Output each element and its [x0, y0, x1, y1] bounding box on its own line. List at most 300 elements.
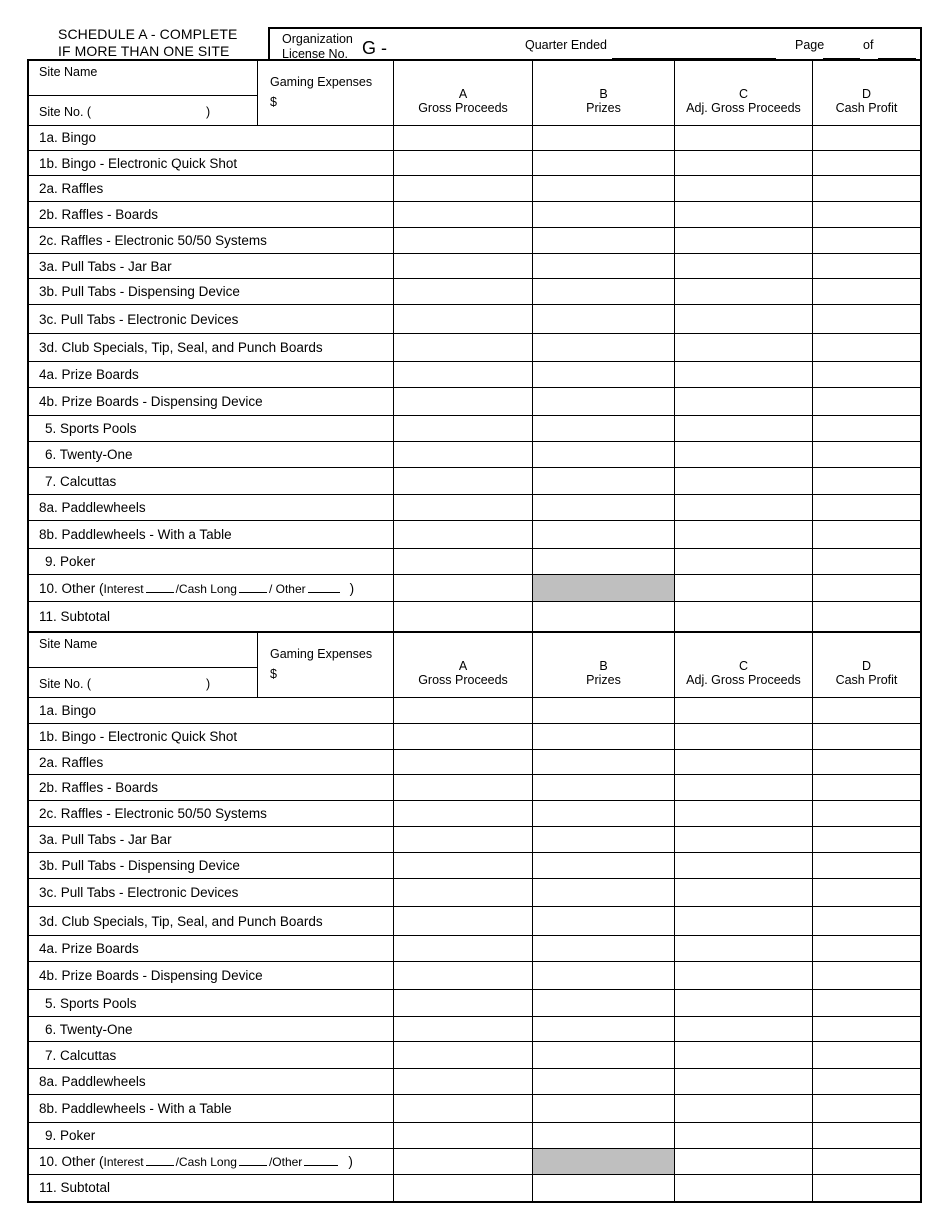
- row-label: 4a. Prize Boards: [39, 367, 139, 382]
- entry-cell-d[interactable]: [812, 521, 920, 548]
- column-header-c: [674, 61, 812, 125]
- entry-cell-b[interactable]: [532, 962, 674, 989]
- interest-label: Interest: [103, 582, 144, 596]
- schedule-title: [58, 26, 268, 59]
- entry-cell-b: [532, 575, 674, 601]
- column-letter: A: [458, 87, 468, 101]
- column-header-d: [812, 61, 920, 125]
- entry-cell-c[interactable]: [674, 549, 812, 574]
- entry-cell-d[interactable]: [812, 602, 920, 631]
- column-letter: B: [599, 659, 608, 673]
- table-row: [29, 388, 920, 416]
- quarter-ended-label: Quarter Ended: [525, 38, 607, 52]
- entry-cell-b[interactable]: [532, 1017, 674, 1041]
- entry-cell-a[interactable]: [393, 1017, 532, 1041]
- entry-cell-c[interactable]: [674, 442, 812, 467]
- row-label: 8a. Paddlewheels: [39, 1074, 146, 1089]
- entry-cell-b[interactable]: [532, 176, 674, 201]
- site-name-cell[interactable]: [29, 633, 258, 697]
- other-prefix: 10. Other (: [39, 1154, 104, 1169]
- table-row: [29, 879, 920, 907]
- column-name: Cash Profit: [835, 101, 898, 115]
- row-label: 4b. Prize Boards - Dispensing Device: [39, 394, 263, 409]
- column-letter: B: [599, 87, 608, 101]
- entry-cell-c[interactable]: [674, 362, 812, 387]
- cash-long-field[interactable]: [239, 581, 267, 593]
- other-label: /Other: [268, 1155, 303, 1169]
- table-row: [29, 775, 920, 801]
- entry-cell-a[interactable]: [393, 228, 532, 253]
- entry-cell-d[interactable]: [812, 750, 920, 774]
- entry-cell-b[interactable]: [532, 442, 674, 467]
- entry-cell-a[interactable]: [393, 1123, 532, 1148]
- row-label: 7. Calcuttas: [45, 474, 117, 489]
- row-label: 3b. Pull Tabs - Dispensing Device: [39, 284, 240, 299]
- site-name-cell[interactable]: [29, 61, 258, 125]
- entry-cell-a[interactable]: [393, 1149, 532, 1174]
- entry-cell-b[interactable]: [532, 1175, 674, 1201]
- row-label: 5. Sports Pools: [45, 996, 137, 1011]
- gaming-expenses-cell[interactable]: [258, 61, 393, 125]
- entry-cell-b[interactable]: [532, 879, 674, 906]
- subtotal-label: 11. Subtotal: [39, 1180, 111, 1195]
- entry-cell-d[interactable]: [812, 724, 920, 749]
- entry-cell-a[interactable]: [393, 151, 532, 175]
- entry-cell-a[interactable]: [393, 521, 532, 548]
- column-name: Adj. Gross Proceeds: [686, 673, 801, 687]
- entry-cell-a[interactable]: [393, 1069, 532, 1094]
- entry-cell-b: [532, 1149, 674, 1174]
- entry-cell-c[interactable]: [674, 990, 812, 1016]
- entry-cell-d[interactable]: [812, 853, 920, 878]
- entry-cell-c[interactable]: [674, 1123, 812, 1148]
- entry-cell-b[interactable]: [532, 990, 674, 1016]
- gaming-expenses-dollar: $: [270, 95, 277, 109]
- entry-cell-d[interactable]: [812, 697, 920, 723]
- interest-label: Interest: [103, 1155, 144, 1169]
- entry-cell-c[interactable]: [674, 495, 812, 520]
- row-label: 5. Sports Pools: [45, 421, 137, 436]
- entry-cell-c[interactable]: [674, 228, 812, 253]
- other-row-label: [39, 1154, 353, 1169]
- table-row: [29, 305, 920, 334]
- license-digit-field-2[interactable]: [427, 41, 447, 60]
- entry-cell-c[interactable]: [674, 853, 812, 878]
- entry-cell-c[interactable]: [674, 1069, 812, 1094]
- page-number-field[interactable]: [823, 41, 860, 59]
- entry-cell-a[interactable]: [393, 334, 532, 361]
- entry-cell-a[interactable]: [393, 827, 532, 852]
- interest-field[interactable]: [146, 1154, 174, 1166]
- entry-cell-b[interactable]: [532, 549, 674, 574]
- other-close: ): [349, 581, 355, 596]
- entry-cell-a[interactable]: [393, 853, 532, 878]
- entry-cell-d[interactable]: [812, 775, 920, 800]
- gaming-expenses-label: Gaming Expenses: [270, 647, 373, 661]
- entry-cell-a[interactable]: [393, 962, 532, 989]
- entry-cell-b[interactable]: [532, 1123, 674, 1148]
- site-number-field[interactable]: [39, 105, 211, 119]
- entry-cell-d[interactable]: [812, 468, 920, 494]
- site-number-close: ): [206, 677, 211, 691]
- entry-cell-c[interactable]: [674, 827, 812, 852]
- table-row: [29, 442, 920, 468]
- table-row: [29, 495, 920, 521]
- entry-cell-b[interactable]: [532, 495, 674, 520]
- entry-cell-b[interactable]: [532, 521, 674, 548]
- license-digit-field-4[interactable]: [487, 41, 507, 60]
- entry-cell-b[interactable]: [532, 388, 674, 415]
- entry-cell-b[interactable]: [532, 1095, 674, 1122]
- row-label: 8b. Paddlewheels - With a Table: [39, 1101, 232, 1116]
- entry-cell-c[interactable]: [674, 334, 812, 361]
- entry-cell-c[interactable]: [674, 151, 812, 175]
- other-field[interactable]: [308, 581, 340, 593]
- entry-cell-d[interactable]: [812, 254, 920, 278]
- entry-cell-b[interactable]: [532, 305, 674, 333]
- page-total-field[interactable]: [878, 41, 916, 59]
- entry-cell-c[interactable]: [674, 697, 812, 723]
- entry-cell-d[interactable]: [812, 176, 920, 201]
- table-row: [29, 125, 920, 151]
- entry-cell-c[interactable]: [674, 724, 812, 749]
- table-row: [29, 549, 920, 575]
- entry-cell-b[interactable]: [532, 827, 674, 852]
- entry-cell-b[interactable]: [532, 228, 674, 253]
- entry-cell-d[interactable]: [812, 962, 920, 989]
- table-row: [29, 1042, 920, 1069]
- column-letter: A: [458, 659, 468, 673]
- entry-cell-c[interactable]: [674, 1017, 812, 1041]
- entry-cell-b[interactable]: [532, 936, 674, 961]
- table-row: [29, 202, 920, 228]
- other-close: ): [348, 1154, 353, 1169]
- entry-cell-d[interactable]: [812, 907, 920, 935]
- entry-cell-c[interactable]: [674, 801, 812, 826]
- entry-cell-a[interactable]: [393, 125, 532, 150]
- entry-cell-d[interactable]: [812, 1095, 920, 1122]
- license-digit-field-3[interactable]: [457, 41, 477, 60]
- table-row: [29, 907, 920, 936]
- site-number-label: Site No. (: [39, 677, 92, 691]
- gaming-expenses-dollar: $: [270, 667, 277, 681]
- column-name: Cash Profit: [835, 673, 898, 687]
- entry-cell-a[interactable]: [393, 602, 532, 631]
- entry-cell-d[interactable]: [812, 1069, 920, 1094]
- cash-long-label: /Cash Long: [175, 582, 237, 596]
- table-row: [29, 362, 920, 388]
- of-label: of: [863, 38, 874, 52]
- entry-cell-c[interactable]: [674, 468, 812, 494]
- license-digit-field-1[interactable]: [397, 41, 417, 60]
- entry-cell-a[interactable]: [393, 1095, 532, 1122]
- entry-cell-c[interactable]: [674, 962, 812, 989]
- entry-cell-d[interactable]: [812, 388, 920, 415]
- other-row-label: [39, 581, 354, 596]
- entry-cell-b[interactable]: [532, 724, 674, 749]
- site-table-1: [27, 59, 922, 633]
- table-row: [29, 853, 920, 879]
- schedule-title-line2: IF MORE THAN ONE SITE: [58, 42, 230, 59]
- entry-cell-c[interactable]: [674, 254, 812, 278]
- entry-cell-b[interactable]: [532, 416, 674, 441]
- table-row: [29, 1017, 920, 1042]
- other-prefix: 10. Other (: [39, 581, 104, 596]
- entry-cell-a[interactable]: [393, 442, 532, 467]
- entry-cell-b[interactable]: [532, 279, 674, 304]
- entry-cell-d[interactable]: [812, 442, 920, 467]
- other-field[interactable]: [304, 1154, 338, 1166]
- entry-cell-d[interactable]: [812, 151, 920, 175]
- entry-cell-c[interactable]: [674, 775, 812, 800]
- row-label: 9. Poker: [45, 1128, 96, 1143]
- entry-cell-a[interactable]: [393, 468, 532, 494]
- entry-cell-d[interactable]: [812, 125, 920, 150]
- cash-long-field[interactable]: [239, 1154, 267, 1166]
- table-row: [29, 279, 920, 305]
- entry-cell-d[interactable]: [812, 801, 920, 826]
- cash-long-label: /Cash Long: [175, 1155, 237, 1169]
- entry-cell-a[interactable]: [393, 1042, 532, 1068]
- row-label: 2b. Raffles - Boards: [39, 207, 159, 222]
- site-name-divider: [29, 95, 257, 96]
- table-row: [29, 990, 920, 1017]
- org-license-box: [268, 27, 922, 61]
- site-header: [29, 61, 920, 126]
- entry-cell-d[interactable]: [812, 1149, 920, 1174]
- column-name: Gross Proceeds: [418, 673, 508, 687]
- entry-cell-b[interactable]: [532, 775, 674, 800]
- row-label: 6. Twenty-One: [45, 447, 133, 462]
- entry-cell-a[interactable]: [393, 495, 532, 520]
- table-row: [29, 724, 920, 750]
- entry-cell-a[interactable]: [393, 750, 532, 774]
- row-label: 2c. Raffles - Electronic 50/50 Systems: [39, 806, 267, 821]
- entry-cell-b[interactable]: [532, 750, 674, 774]
- entry-cell-b[interactable]: [532, 602, 674, 631]
- entry-cell-d[interactable]: [812, 936, 920, 961]
- row-label: 4a. Prize Boards: [39, 941, 139, 956]
- quarter-ended-field[interactable]: [612, 41, 776, 59]
- schedule-title-line1: SCHEDULE A - COMPLETE: [58, 26, 238, 42]
- table-row: [29, 1175, 920, 1201]
- entry-cell-c[interactable]: [674, 907, 812, 935]
- column-header-a: [393, 61, 532, 125]
- entry-cell-c[interactable]: [674, 521, 812, 548]
- row-label: 3d. Club Specials, Tip, Seal, and Punch Boards: [39, 340, 323, 355]
- row-label: 3a. Pull Tabs - Jar Bar: [39, 832, 172, 847]
- table-row: [29, 827, 920, 853]
- entry-cell-b[interactable]: [532, 1042, 674, 1068]
- entry-cell-d[interactable]: [812, 1123, 920, 1148]
- entry-cell-d[interactable]: [812, 990, 920, 1016]
- entry-cell-c[interactable]: [674, 125, 812, 150]
- entry-cell-c[interactable]: [674, 388, 812, 415]
- row-label: 3a. Pull Tabs - Jar Bar: [39, 259, 172, 274]
- site-name-label: Site Name: [39, 65, 98, 79]
- site-name-label: Site Name: [39, 637, 98, 651]
- entry-cell-c[interactable]: [674, 575, 812, 601]
- entry-cell-b[interactable]: [532, 362, 674, 387]
- column-name: Prizes: [586, 101, 621, 115]
- row-label: 3d. Club Specials, Tip, Seal, and Punch Boards: [39, 914, 323, 929]
- row-label: 2c. Raffles - Electronic 50/50 Systems: [39, 233, 267, 248]
- entry-cell-a[interactable]: [393, 724, 532, 749]
- entry-cell-c[interactable]: [674, 1175, 812, 1201]
- entry-cell-a[interactable]: [393, 697, 532, 723]
- table-row: [29, 1123, 920, 1149]
- site-number-close: ): [206, 105, 211, 119]
- entry-cell-b[interactable]: [532, 468, 674, 494]
- entry-cell-a[interactable]: [393, 801, 532, 826]
- site-header: [29, 633, 920, 698]
- entry-cell-a[interactable]: [393, 575, 532, 601]
- table-row: [29, 1149, 920, 1175]
- entry-cell-c[interactable]: [674, 416, 812, 441]
- entry-cell-b[interactable]: [532, 334, 674, 361]
- entry-cell-b[interactable]: [532, 853, 674, 878]
- table-row: [29, 228, 920, 254]
- row-label: 9. Poker: [45, 554, 96, 569]
- entry-cell-d[interactable]: [812, 575, 920, 601]
- row-label: 4b. Prize Boards - Dispensing Device: [39, 968, 263, 983]
- entry-cell-a[interactable]: [393, 879, 532, 906]
- interest-field[interactable]: [146, 581, 174, 593]
- entry-cell-a[interactable]: [393, 775, 532, 800]
- entry-cell-d[interactable]: [812, 495, 920, 520]
- page-label: Page: [795, 38, 825, 52]
- column-name: Adj. Gross Proceeds: [686, 101, 801, 115]
- entry-cell-c[interactable]: [674, 176, 812, 201]
- entry-cell-d[interactable]: [812, 1042, 920, 1068]
- column-header-b: [532, 61, 674, 125]
- row-label: 6. Twenty-One: [45, 1022, 133, 1037]
- entry-cell-c[interactable]: [674, 602, 812, 631]
- table-row: [29, 697, 920, 724]
- table-row: [29, 936, 920, 962]
- entry-cell-a[interactable]: [393, 936, 532, 961]
- entry-cell-a[interactable]: [393, 362, 532, 387]
- column-header-a: [393, 633, 532, 697]
- entry-cell-c[interactable]: [674, 305, 812, 333]
- table-row: [29, 521, 920, 549]
- table-row: [29, 750, 920, 775]
- entry-cell-a[interactable]: [393, 254, 532, 278]
- column-header-c: [674, 633, 812, 697]
- column-name: Prizes: [586, 673, 621, 687]
- entry-cell-a[interactable]: [393, 990, 532, 1016]
- entry-cell-d[interactable]: [812, 202, 920, 227]
- license-prefix: G -: [362, 38, 387, 58]
- table-row: [29, 334, 920, 362]
- entry-cell-a[interactable]: [393, 305, 532, 333]
- entry-cell-b[interactable]: [532, 697, 674, 723]
- entry-cell-a[interactable]: [393, 907, 532, 935]
- row-label: 1a. Bingo: [39, 703, 97, 718]
- entry-cell-d[interactable]: [812, 1175, 920, 1201]
- entry-cell-d[interactable]: [812, 549, 920, 574]
- column-header-d: [812, 633, 920, 697]
- column-letter: D: [861, 87, 872, 101]
- entry-cell-d[interactable]: [812, 228, 920, 253]
- entry-cell-d[interactable]: [812, 1017, 920, 1041]
- column-header-b: [532, 633, 674, 697]
- row-label: 8a. Paddlewheels: [39, 500, 146, 515]
- entry-cell-c[interactable]: [674, 750, 812, 774]
- gaming-expenses-label: Gaming Expenses: [270, 75, 373, 89]
- entry-cell-b[interactable]: [532, 151, 674, 175]
- entry-cell-a[interactable]: [393, 388, 532, 415]
- entry-cell-d[interactable]: [812, 279, 920, 304]
- entry-cell-d[interactable]: [812, 416, 920, 441]
- row-label: 3c. Pull Tabs - Electronic Devices: [39, 885, 239, 900]
- entry-cell-c[interactable]: [674, 1149, 812, 1174]
- site-table-2: [27, 631, 922, 1203]
- column-letter: D: [861, 659, 872, 673]
- entry-cell-b[interactable]: [532, 907, 674, 935]
- entry-cell-c[interactable]: [674, 202, 812, 227]
- column-letter: C: [738, 87, 749, 101]
- column-letter: C: [738, 659, 749, 673]
- row-label: 3b. Pull Tabs - Dispensing Device: [39, 858, 240, 873]
- other-label: / Other: [268, 582, 306, 596]
- row-label: 2a. Raffles: [39, 755, 104, 770]
- site-number-label: Site No. (: [39, 105, 92, 119]
- entry-cell-c[interactable]: [674, 279, 812, 304]
- entry-cell-c[interactable]: [674, 1042, 812, 1068]
- entry-cell-d[interactable]: [812, 334, 920, 361]
- row-label: 2b. Raffles - Boards: [39, 780, 159, 795]
- entry-cell-d[interactable]: [812, 305, 920, 333]
- row-label: 1b. Bingo - Electronic Quick Shot: [39, 156, 238, 171]
- org-license-label: Organization License No.: [282, 32, 353, 61]
- table-row: [29, 176, 920, 202]
- entry-cell-a[interactable]: [393, 416, 532, 441]
- entry-cell-d[interactable]: [812, 827, 920, 852]
- entry-cell-a[interactable]: [393, 279, 532, 304]
- site-name-divider: [29, 667, 257, 668]
- table-row: [29, 801, 920, 827]
- row-label: 1b. Bingo - Electronic Quick Shot: [39, 729, 238, 744]
- entry-cell-b[interactable]: [532, 801, 674, 826]
- gaming-expenses-cell[interactable]: [258, 633, 393, 697]
- row-label: 2a. Raffles: [39, 181, 104, 196]
- entry-cell-b[interactable]: [532, 254, 674, 278]
- row-label: 1a. Bingo: [39, 130, 97, 145]
- table-row: [29, 254, 920, 279]
- table-row: [29, 468, 920, 495]
- entry-cell-a[interactable]: [393, 549, 532, 574]
- subtotal-label: 11. Subtotal: [39, 609, 111, 624]
- entry-cell-a[interactable]: [393, 202, 532, 227]
- entry-cell-d[interactable]: [812, 362, 920, 387]
- entry-cell-b[interactable]: [532, 125, 674, 150]
- table-row: [29, 962, 920, 990]
- entry-cell-c[interactable]: [674, 936, 812, 961]
- entry-cell-a[interactable]: [393, 1175, 532, 1201]
- entry-cell-b[interactable]: [532, 1069, 674, 1094]
- table-row: [29, 575, 920, 602]
- table-row: [29, 602, 920, 631]
- entry-cell-d[interactable]: [812, 879, 920, 906]
- entry-cell-a[interactable]: [393, 176, 532, 201]
- entry-cell-c[interactable]: [674, 879, 812, 906]
- table-row: [29, 416, 920, 442]
- column-name: Gross Proceeds: [418, 101, 508, 115]
- entry-cell-c[interactable]: [674, 1095, 812, 1122]
- site-number-field[interactable]: [39, 677, 211, 691]
- entry-cell-b[interactable]: [532, 202, 674, 227]
